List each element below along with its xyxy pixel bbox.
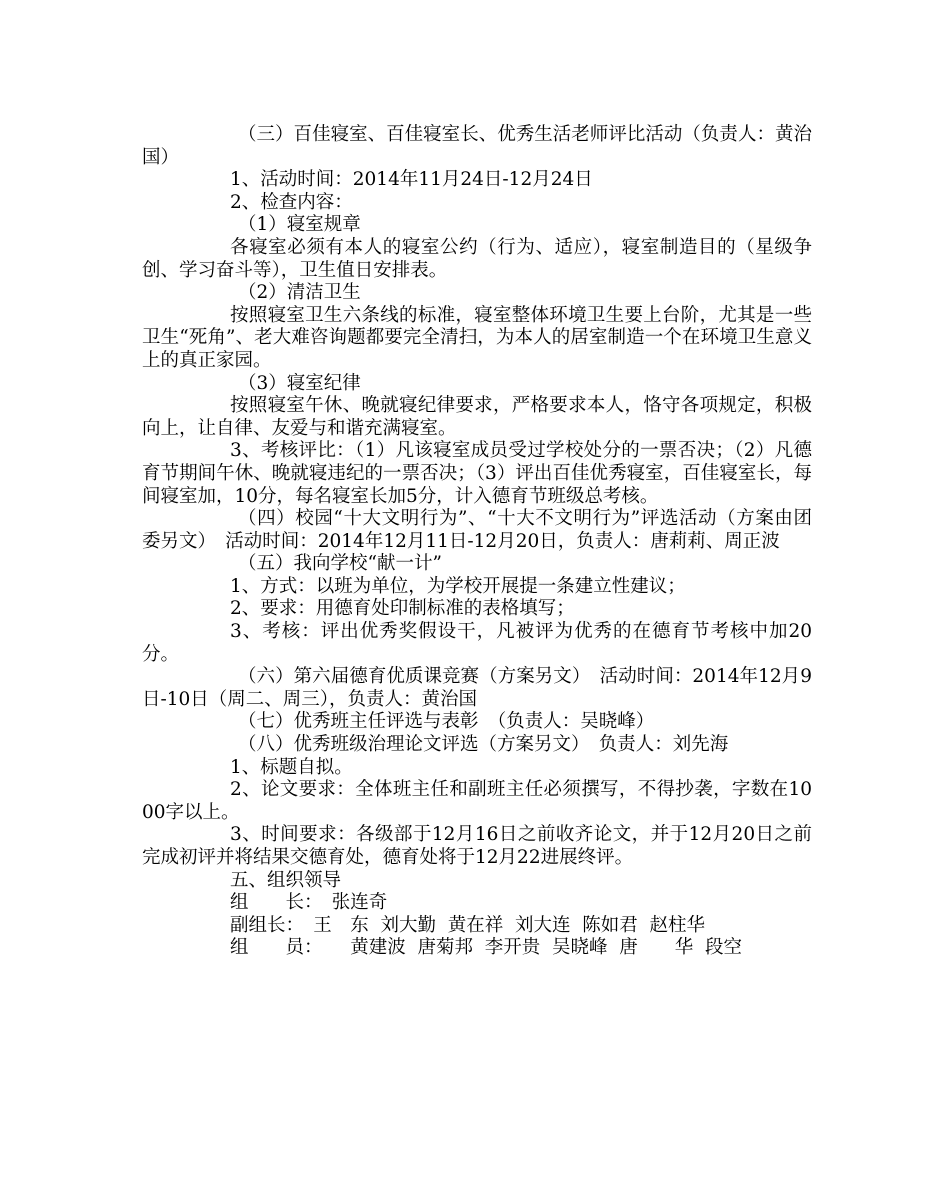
paragraph-time-requirement: 3、时间要求：各级部于12月16日之前收齐论文，并于12月20日之前完成初评并将结果交德育处，德育处将于12月22进展终评。	[142, 824, 812, 868]
team-leader-line: 组 长： 张连奇	[230, 892, 388, 914]
paragraph-assessment: 3、考核：评出优秀奖假设干，凡被评为优秀的在德育节考核中加20分。	[142, 621, 812, 665]
section-heading-6: （六）第六届德育优质课竞赛（方案另文） 活动时间：2014年12月9日-10日（周二、周三），负责人：黄治国	[142, 666, 812, 710]
section-heading-organization: 五、组织领导	[230, 869, 342, 891]
section-heading-5: （五）我向学校“献一计”	[238, 553, 442, 575]
section-heading-8: （八）优秀班级治理论文评选（方案另文） 负责人：刘先海	[238, 734, 729, 756]
paragraph-dorm-rules: 各寝室必须有本人的寝室公约（行为、适应），寝室制造目的（星级争创、学习奋斗等），卫生值日安排表。	[142, 236, 812, 281]
activity-time: 1、活动时间：2014年11月24日-12月24日	[230, 169, 593, 191]
inspection-content-heading: 2、检查内容：	[230, 191, 353, 213]
paragraph-title: 1、标题自拟。	[230, 756, 353, 778]
paragraph-requirement: 2、要求：用德育处印制标准的表格填写；	[230, 598, 575, 620]
paragraph-cleaning: 按照寝室卫生六条线的标准，寝室整体环境卫生要上台阶，尤其是一些卫生“死角”、老大难咨询题都要完全清扫，为本人的居室制造一个在环境卫生意义上的真正家园。	[142, 304, 812, 371]
subheading-cleaning: （2）清洁卫生	[238, 282, 361, 304]
deputy-leader-line: 副组长： 王 东 刘大勤 黄在祥 刘大连 陈如君 赵柱华	[230, 914, 706, 936]
paragraph-method: 1、方式：以班为单位，为学校开展提一条建立性建议；	[230, 575, 686, 597]
subheading-dorm-rules: （1）寝室规章	[238, 214, 361, 236]
section-heading-3: （三）百佳寝室、百佳寝室长、优秀生活老师评比活动（负责人：黄治国）	[142, 124, 812, 168]
document-body	[142, 124, 812, 960]
paragraph-paper-requirement: 2、论文要求：全体班主任和副班主任必须撰写，不得抄袭，字数在1000字以上。	[142, 779, 812, 823]
subheading-discipline: （3）寝室纪律	[238, 372, 361, 394]
section-heading-7: （七）优秀班主任评选与表彰 （负责人：吴晓峰）	[238, 711, 655, 733]
team-members-line: 组 员： 黄建波 唐菊邦 李开贵 吴晓峰 唐 华 段空	[230, 937, 743, 959]
section-heading-4: （四）校园“十大文明行为”、“十大不文明行为”评选活动（方案由团委另文） 活动时间：2014年12月11日-12月20日，负责人：唐莉莉、周正波	[142, 508, 812, 552]
paragraph-discipline: 按照寝室午休、晚就寝纪律要求，严格要求本人，恪守各项规定，积极向上，让自律、友爱与和谐充满寝室。	[142, 395, 812, 439]
paragraph-evaluation: 3、考核评比：（1）凡该寝室成员受过学校处分的一票否决；（2）凡德育节期间午休、晚就寝违纪的一票否决；（3）评出百佳优秀寝室，百佳寝室长，每间寝室加，10分，每名寝室长加5分，计入德育节班级总考核。	[142, 440, 812, 507]
